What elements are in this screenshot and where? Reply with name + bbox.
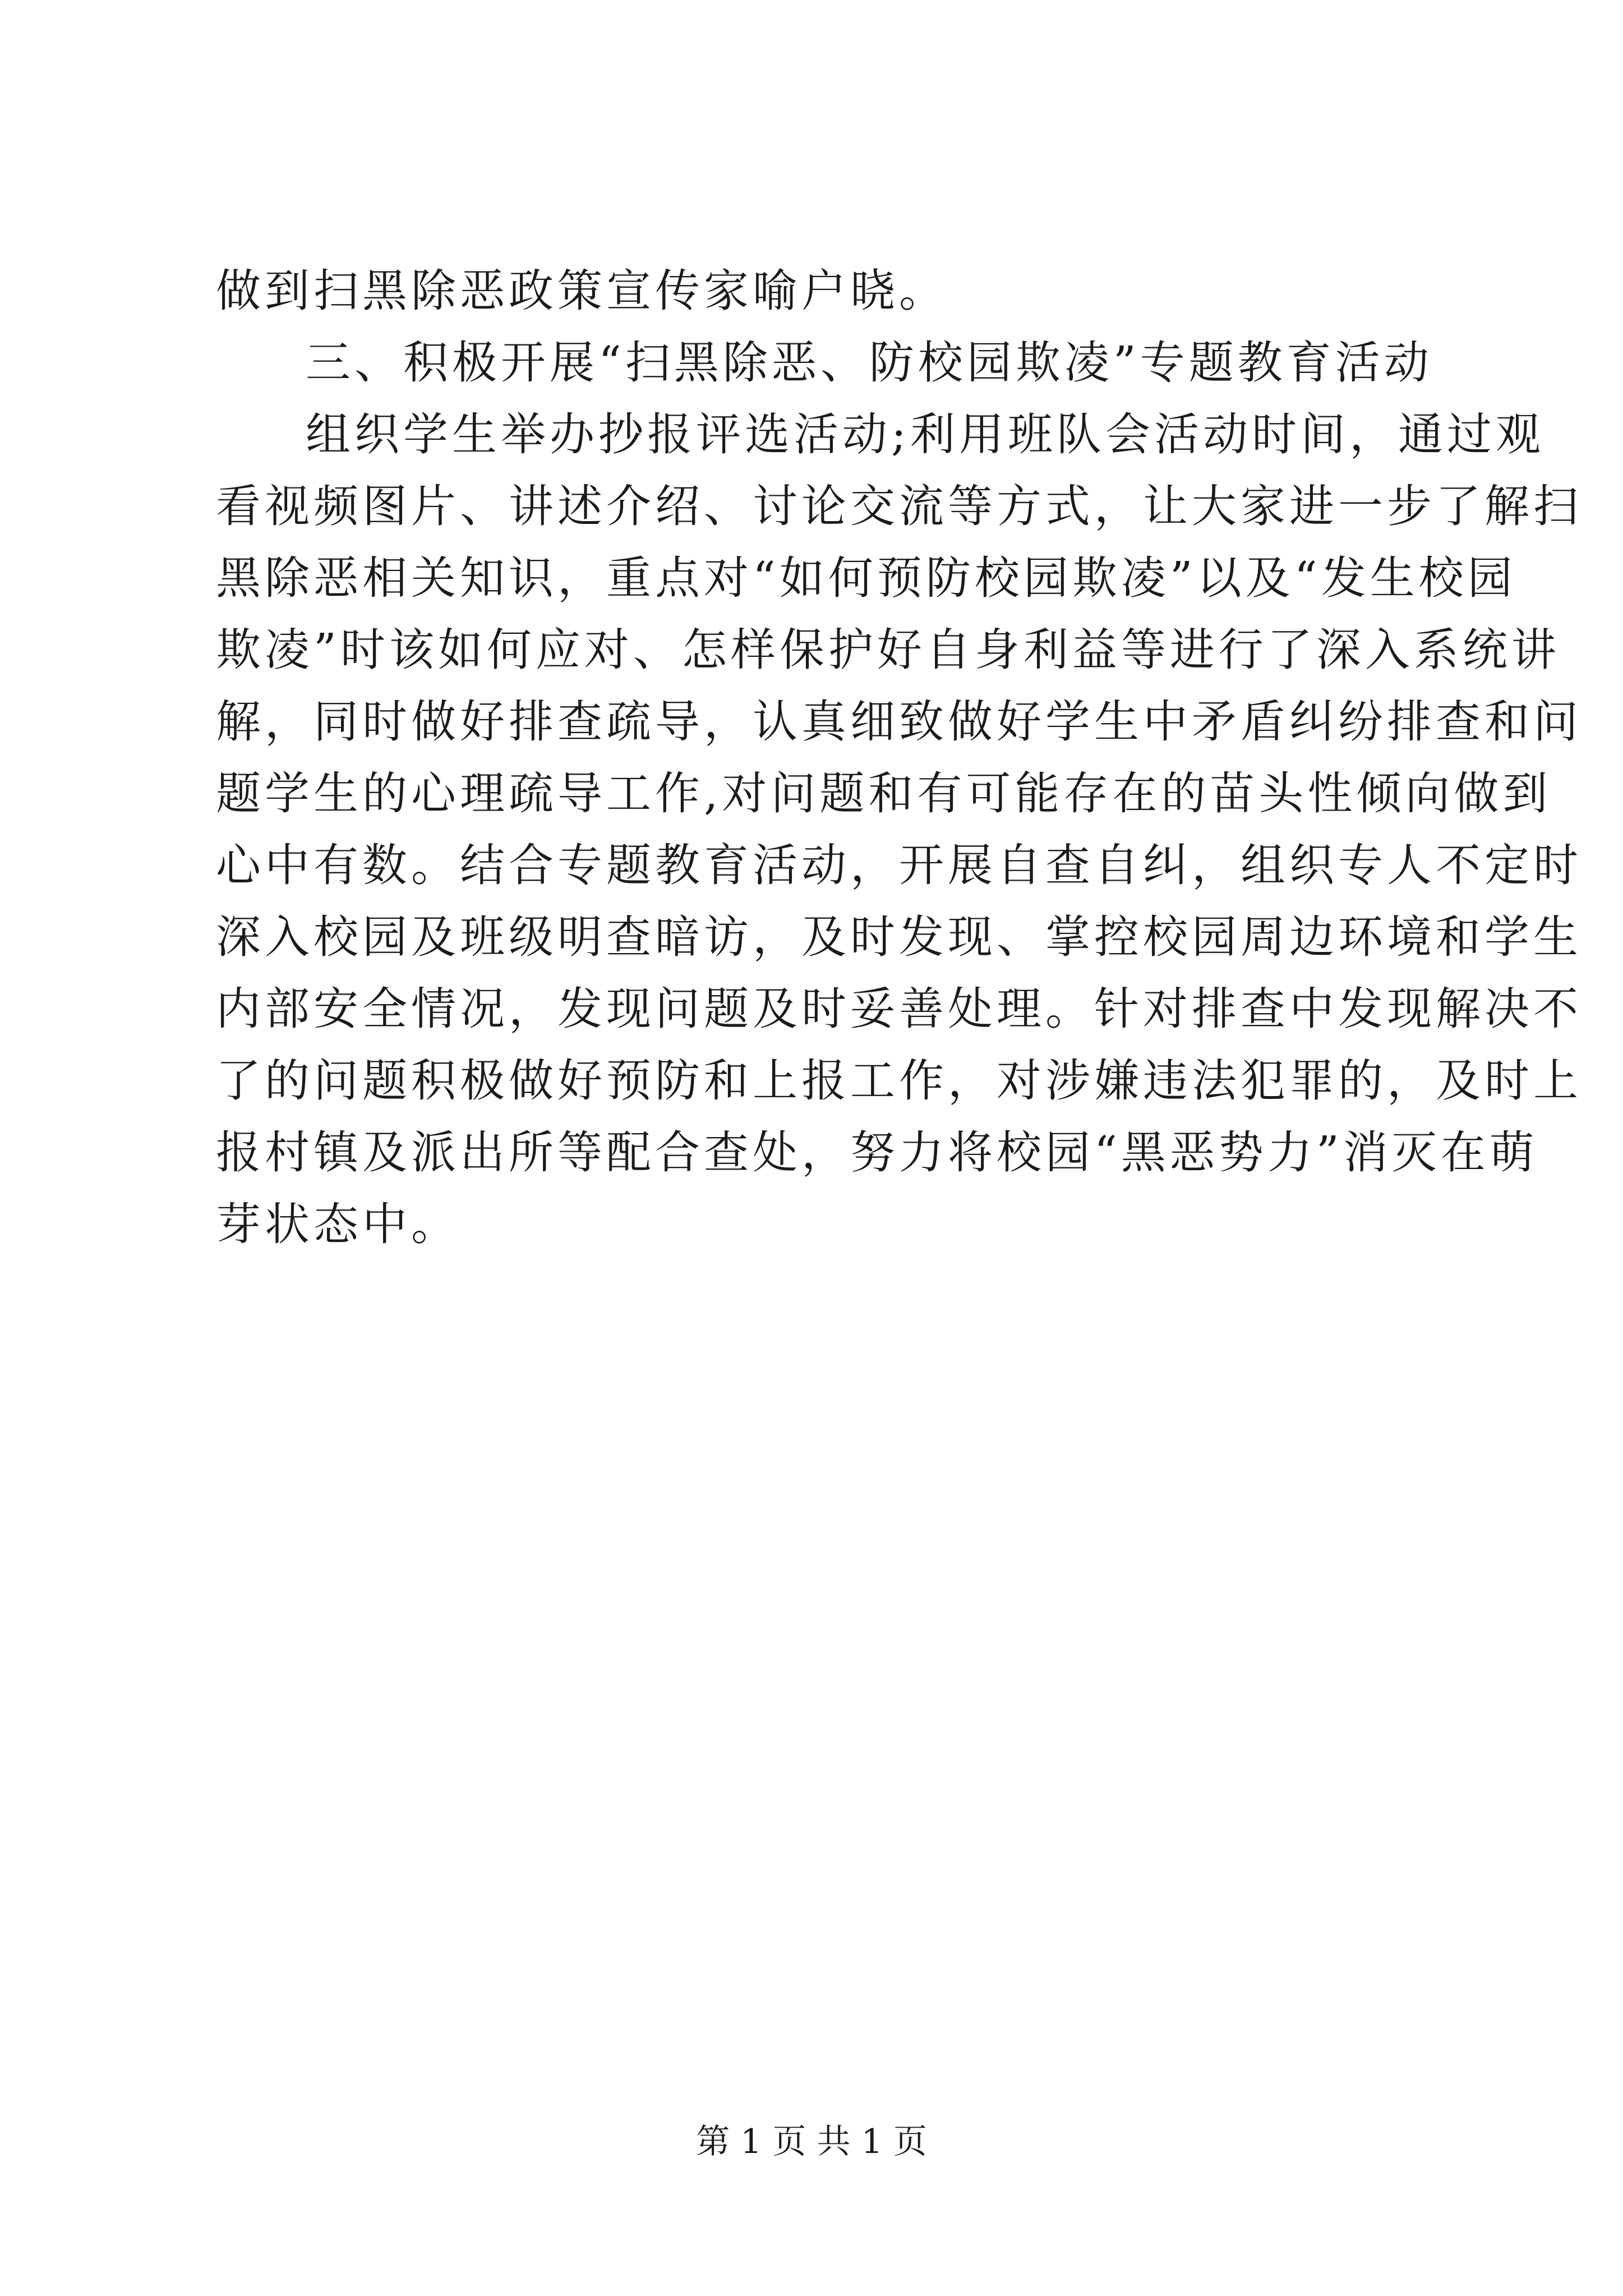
document-body: [216, 255, 1582, 1260]
paragraph-line: 心中有数。结合专题教育活动，开展自查自纠，组织专人不定时: [216, 839, 1582, 891]
paragraph-line: 题学生的心理疏导工作,对问题和有可能存在的苗头性倾向做到: [216, 767, 1552, 820]
paragraph-line: 黑除恶相关知识，重点对“如何预防校园欺凌”以及“发生校园: [216, 552, 1516, 604]
paragraph-line: 看视频图片、讲述介绍、讨论交流等方式，让大家进一步了解扫: [216, 480, 1582, 532]
section-heading: 三、积极开展“扫黑除恶、防校园欺凌”专题教育活动: [306, 337, 1433, 389]
paragraph-line: 内部安全情况，发现问题及时妥善处理。针对排查中发现解决不: [216, 983, 1582, 1035]
paragraph-line: 深入校园及班级明查暗访，及时发现、掌控校园周边环境和学生: [216, 911, 1582, 963]
page-number-footer: 第 1 页 共 1 页: [696, 2122, 927, 2161]
paragraph-line: 做到扫黑除恶政策宣传家喻户晓。: [216, 265, 948, 317]
paragraph-line: 芽状态中。: [216, 1198, 460, 1250]
paragraph-line: 欺凌”时该如何应对、怎样保护好自身利益等进行了深入系统讲: [216, 624, 1560, 676]
paragraph-line: 组织学生举办抄报评选活动;利用班队会活动时间，通过观: [306, 408, 1544, 461]
paragraph-line: 解，同时做好排查疏导，认真细致做好学生中矛盾纠纷排查和问: [216, 696, 1582, 748]
paragraph-line: 报村镇及派出所等配合查处，努力将校园“黑恶势力”消灭在萌: [216, 1126, 1538, 1179]
paragraph-line: 了的问题积极做好预防和上报工作，对涉嫌违法犯罪的，及时上: [216, 1055, 1582, 1107]
